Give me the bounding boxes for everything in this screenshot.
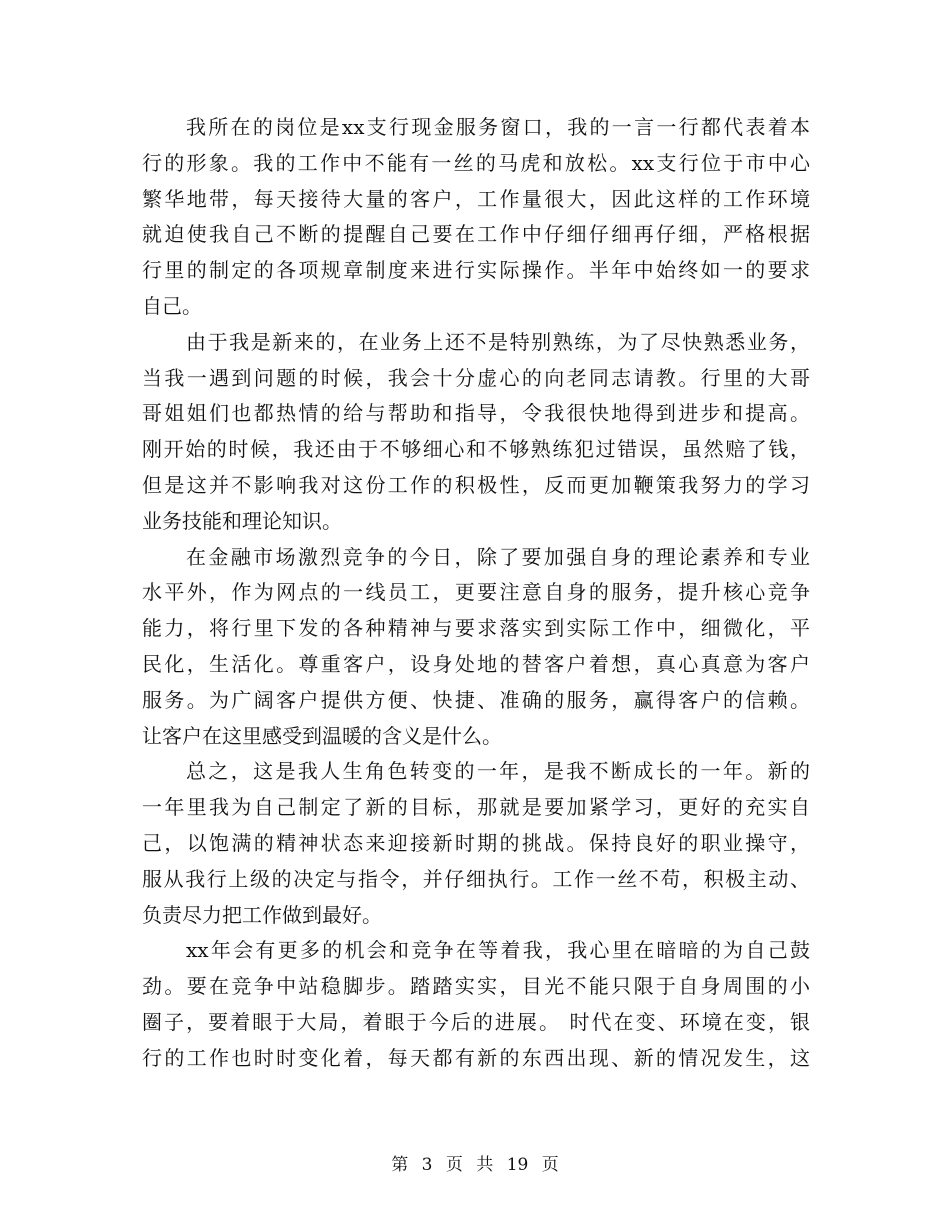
document-body [142,110,810,1077]
text-line: 让客户在这里感受到温暖的含义是什么。 [142,723,502,748]
text-line: 民化，生活化。尊重客户，设身处地的替客户着想，真心真意为客户 [142,651,810,676]
text-line: 劲。要在竞争中站稳脚步。踏踏实实，目光不能只限于自身周围的小 [142,974,810,999]
text-line: 一年里我为自己制定了新的目标，那就是要加紧学习，更好的充实自 [142,795,810,820]
text-line: 在金融市场激烈竞争的今日，除了要加强自身的理论素养和专业 [186,544,810,569]
text-line: 业务技能和理论知识。 [142,508,342,533]
text-line: 哥姐姐们也都热情的给与帮助和指导，令我很快地得到进步和提高。 [142,401,810,426]
text-line: 就迫使我自己不断的提醒自己要在工作中仔细仔细再仔细，严格根据 [142,222,810,247]
page-number-footer: 第 3 页 共 19 页 [391,1155,559,1175]
text-line: 我所在的岗位是xx支行现金服务窗口，我的一言一行都代表着本 [186,115,810,139]
text-line: 负责尽力把工作做到最好。 [142,902,382,927]
text-line: 行的工作也时时变化着，每天都有新的东西出现、新的情况发生，这 [142,1045,810,1070]
text-line: 刚开始的时候，我还由于不够细心和不够熟练犯过错误，虽然赔了钱， [142,437,810,462]
text-line: xx年会有更多的机会和竞争在等着我，我心里在暗暗的为自己鼓 [186,938,810,963]
text-line: 行里的制定的各项规章制度来进行实际操作。半年中始终如一的要求 [142,258,810,283]
text-line: 自己。 [142,293,202,318]
text-line: 服务。为广阔客户提供方便、快捷、准确的服务，赢得客户的信赖。 [142,687,810,712]
text-line: 繁华地带，每天接待大量的客户，工作量很大，因此这样的工作环境 [142,186,810,211]
text-line: 水平外，作为网点的一线员工，更要注意自身的服务，提升核心竞争 [142,580,810,605]
text-line: 圈子，要着眼于大局，着眼于今后的进展。 时代在变、环境在变，银 [142,1009,810,1034]
text-line: 行的形象。我的工作中不能有一丝的马虎和放松。xx支行位于市中心 [142,150,810,175]
text-line: 己，以饱满的精神状态来迎接新时期的挑战。保持良好的职业操守， [142,830,810,855]
text-line: 当我一遇到问题的时候，我会十分虚心的向老同志请教。行里的大哥 [142,365,810,390]
text-line: 由于我是新来的，在业务上还不是特别熟练，为了尽快熟悉业务， [186,329,810,354]
text-line: 能力，将行里下发的各种精神与要求落实到实际工作中，细微化，平 [142,616,810,641]
text-line: 但是这并不影响我对这份工作的积极性，反而更加鞭策我努力的学习 [142,472,810,497]
text-line: 服从我行上级的决定与指令，并仔细执行。工作一丝不苟，积极主动、 [142,866,810,891]
text-line: 总之，这是我人生角色转变的一年，是我不断成长的一年。新的 [186,759,810,784]
